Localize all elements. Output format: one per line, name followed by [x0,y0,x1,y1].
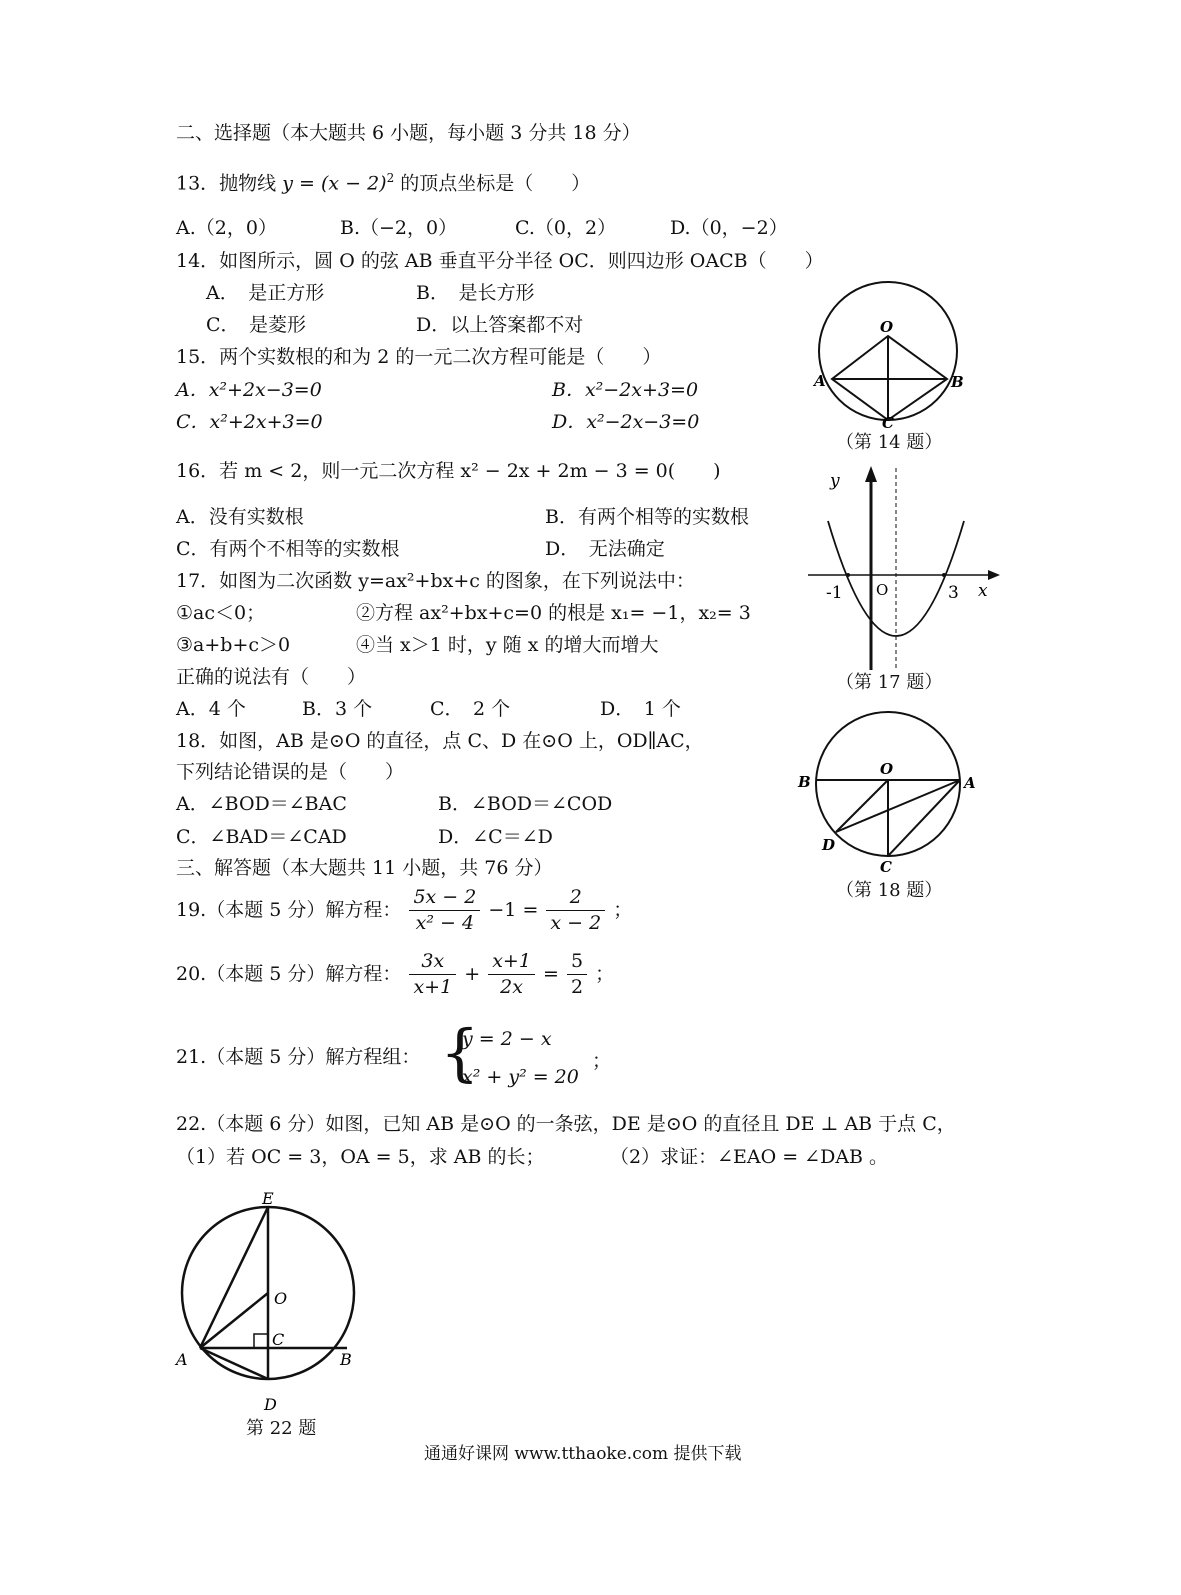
q15-option-d: D．x²−2x−3=0 [552,411,700,433]
q18-option-b: B．∠BOD＝∠COD [438,793,613,815]
q15-stem: 15．两个实数根的和为 2 的一元二次方程可能是（ ） [176,346,662,368]
q19: 19.（本题 5 分）解方程： $\frac{5x - 2}{\text{x² − 4}}$ −1 = $\frac{2}{x - 2}$ ； [176,886,633,934]
q18-figure [796,708,986,878]
q17-root-3 [942,573,946,577]
q14-option-c: C． 是菱形 [206,314,307,336]
q14-label-c: C [882,414,894,432]
q15-option-c: C．x²+2x+3=0 [176,411,323,433]
q14-label-a: A [814,372,826,390]
q18-stem-2: 下列结论错误的是（ ） [176,761,405,783]
q17-label-neg1: -1 [826,583,843,603]
q17-root-neg1 [846,573,850,577]
q17-ask: 正确的说法有（ ） [176,666,367,688]
q17-label-y: y [830,471,840,491]
q17-option-d: D． 1 个 [600,698,681,720]
footer: 通通好课网 www.tthaoke.com 提供下载 [424,1444,742,1464]
q18-option-d: D．∠C＝∠D [438,826,553,848]
q17-statement-3: ③a+b+c＞0 [176,634,291,656]
q17-label-origin: O [876,581,889,599]
q22-right-angle-icon [254,1334,268,1348]
q17-figure [804,458,1004,673]
q21-prefix: 21.（本题 5 分）解方程组： [176,1046,421,1068]
q16-option-c: C．有两个不相等的实数根 [176,538,400,560]
q17-option-a: A．4 个 [176,698,246,720]
section-2-title: 二、选择题（本大题共 6 小题，每小题 3 分共 18 分） [176,122,641,144]
q22-part-2: （2）求证：∠EAO = ∠DAB 。 [610,1146,889,1168]
q21-equation-2: x² + y² = 20 [462,1066,579,1088]
q17-option-b: B．3 个 [302,698,373,720]
q17-y-arrow-icon [865,466,877,482]
q14-figure [800,270,980,453]
q18-label-o: O [880,760,894,778]
q13-option-d: D.（0，−2） [670,217,788,239]
q18-option-c: C．∠BAD＝∠CAD [176,826,347,848]
q13-option-b: B.（−2，0） [340,217,458,239]
section-3-title: 三、解答题（本大题共 11 小题，共 76 分） [176,857,553,879]
q16-option-a: A．没有实数根 [176,506,304,528]
q22-stem: 22.（本题 6 分）如图，已知 AB 是⊙O 的一条弦，DE 是⊙O 的直径且 DE ⊥ AB 于点 C， [176,1113,956,1135]
q17-x-arrow-icon [988,570,1000,580]
q18-segment-ac [888,780,960,856]
q17-statement-1: ①ac＜0； [176,602,266,624]
q17-statement-2: ②方程 ax²+bx+c=0 的根是 x₁= −1，x₂= 3 [356,602,751,624]
q22-label-a: A [176,1350,188,1369]
q22-label-b: B [340,1350,352,1369]
q13-stem: 13．抛物线 $y = (x - 2)^2$ 的顶点坐标是（ ） [176,171,591,195]
q15-option-b: B．x²−2x+3=0 [552,379,699,401]
q18-caption: （第 18 题） [836,880,943,901]
q18-label-c: C [880,858,892,876]
q18-stem: 18．如图，AB 是⊙O 的直径，点 C、D 在⊙O 上，OD∥AC， [176,730,704,752]
q14-option-d: D．以上答案都不对 [416,314,584,336]
q17-option-c: C． 2 个 [430,698,511,720]
q17-label-3: 3 [948,583,959,603]
q14-label-b: B [951,373,964,391]
q14-caption: （第 14 题） [836,432,943,453]
q17-stem: 17．如图为二次函数 y=ax²+bx+c 的图象，在下列说法中： [176,570,695,592]
q14-stem: 14．如图所示，圆 O 的弦 AB 垂直平分半径 OC．则四边形 OACB（ ） [176,250,824,272]
q18-segment-od [836,780,888,832]
q22-label-e: E [262,1189,274,1208]
q18-label-a: A [964,774,976,792]
q22-label-o: O [274,1289,288,1308]
q18-segment-ad [836,780,960,832]
q13-option-c: C.（0，2） [515,217,617,239]
q14-option-a: A． 是正方形 [206,282,325,304]
q21-equation-1: y = 2 − x [462,1028,552,1050]
q16-stem: 16．若 m < 2，则一元二次方程 x² − 2x + 2m − 3 = 0( ) [176,460,721,482]
q22-label-d: D [264,1395,277,1414]
q21-end: ； [592,1050,612,1072]
q22-label-c: C [272,1330,285,1349]
q21-brace-icon: { [440,1016,480,1089]
q16-option-b: B．有两个相等的实数根 [545,506,749,528]
q22-caption: 第 22 题 [246,1418,317,1439]
q22-segment-ad [200,1348,268,1379]
q16-option-d: D． 无法确定 [545,538,665,560]
q17-statement-4: ④当 x＞1 时，y 随 x 的增大而增大 [356,634,659,656]
q18-label-b: B [798,773,811,791]
q20: 20.（本题 5 分）解方程： $\frac{3x}{x+1}$ + $\frac{x+1}{2x}$ = $\frac{5}{2}$ ； [176,950,615,998]
q17-caption: （第 17 题） [836,672,943,693]
q17-label-x: x [978,581,988,601]
q22-figure [170,1190,370,1420]
q14-option-b: B． 是长方形 [416,282,535,304]
q18-label-d: D [822,836,836,854]
q14-label-o: O [880,318,894,336]
q15-option-a: A．x²+2x−3=0 [176,379,322,401]
q22-segment-ao [200,1293,268,1348]
q18-option-a: A．∠BOD＝∠BAC [176,793,347,815]
q22-part-1: （1）若 OC = 3，OA = 5，求 AB 的长； [176,1146,545,1168]
q13-option-a: A.（2，0） [176,217,277,239]
